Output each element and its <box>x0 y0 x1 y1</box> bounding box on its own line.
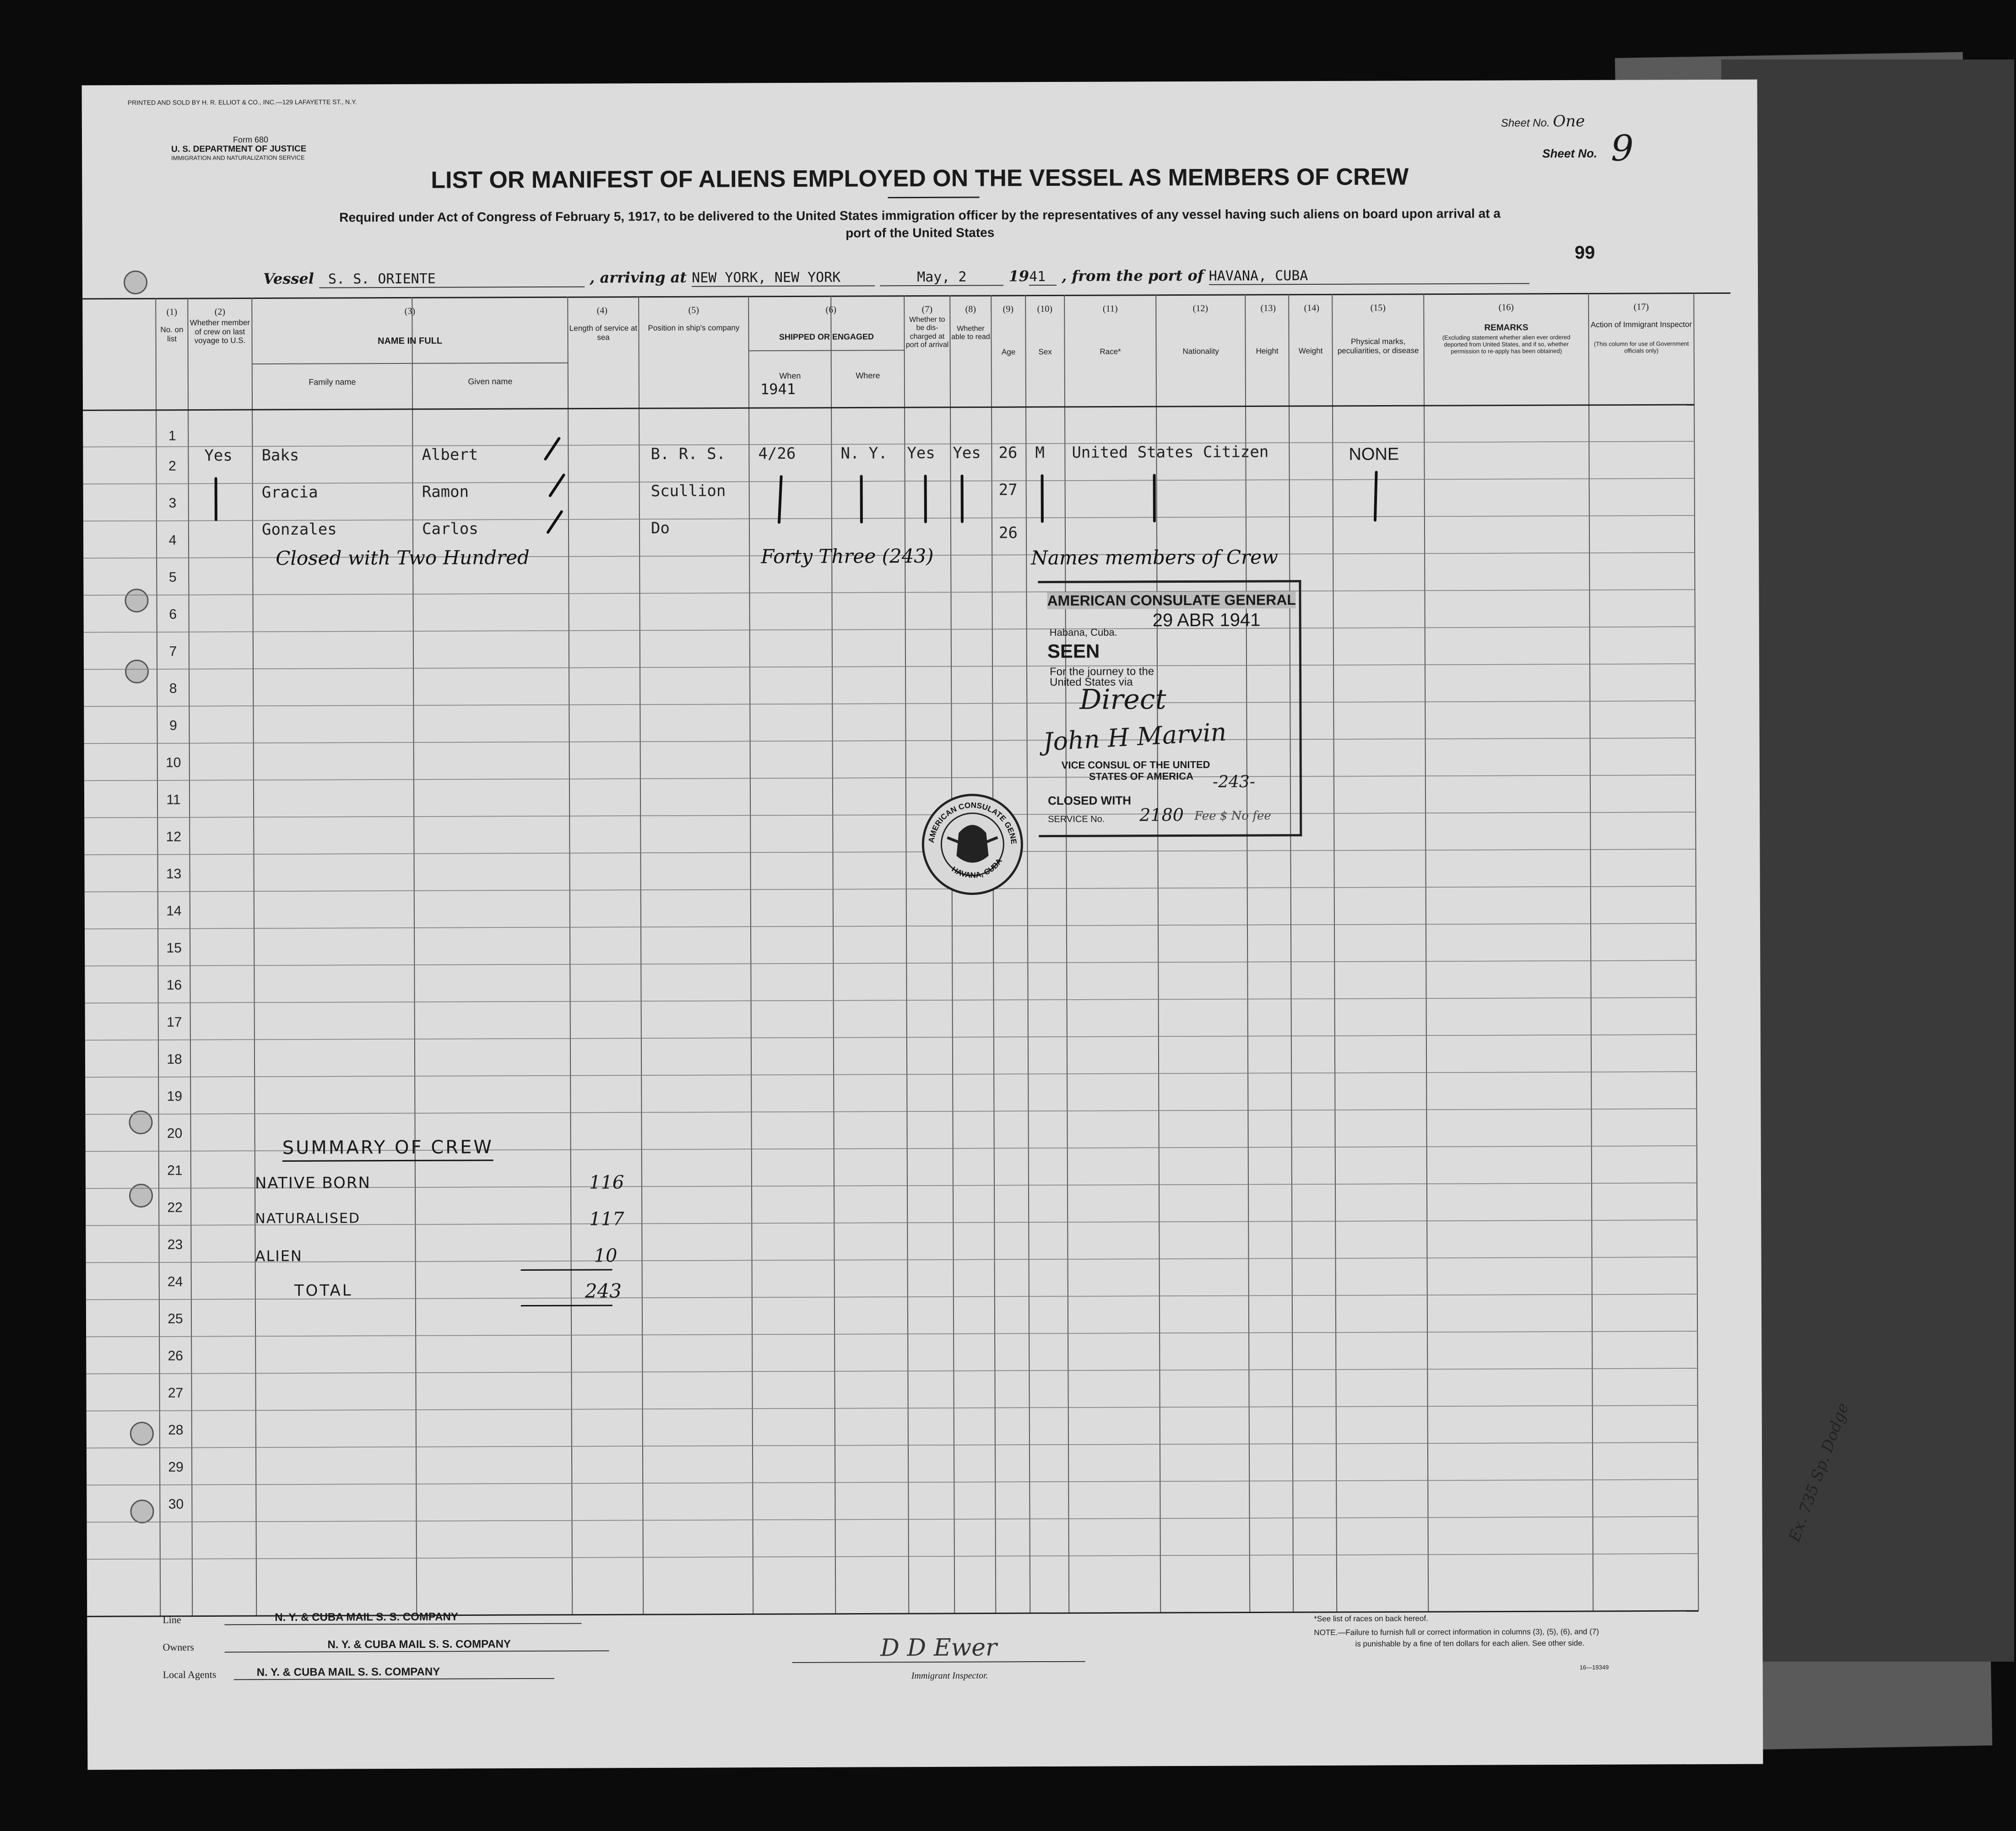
ditto-marks <box>83 428 1731 553</box>
seal-bottom-text: HAVANA, CUBA <box>950 856 1004 880</box>
form-code: 16—19349 <box>1579 1663 1609 1671</box>
vessel-label: Vessel <box>263 270 314 288</box>
row-number: 27 <box>168 1385 184 1401</box>
department: U. S. DEPARTMENT OF JUSTICE <box>171 144 307 154</box>
row-number: 3 <box>168 495 177 511</box>
cell-age: 26 <box>998 444 1018 462</box>
stamp-consulate: AMERICAN CONSULATE GENERAL <box>1047 591 1296 609</box>
year-suffix: 41 <box>1029 269 1057 286</box>
stamp-service-number: 2180 <box>1139 805 1184 825</box>
arriving-label: , arriving at <box>590 268 687 287</box>
cell-discharged: Yes <box>907 444 935 463</box>
closing-note-part2: Forty Three (243) <box>761 544 934 568</box>
cell-given-name: Albert <box>422 445 478 464</box>
sheet-number: 9 <box>1610 128 1634 169</box>
col-num: (17) <box>1633 302 1649 312</box>
cell-given-name: Carlos <box>422 520 478 538</box>
stamp-vice-consul: VICE CONSUL OF THE UNITED <box>1061 758 1210 771</box>
upper-sheet-label: Sheet No. One <box>1501 112 1585 131</box>
cell-race-nationality: United States Citizen <box>1072 443 1269 462</box>
col-note: (Excluding statement whether alien ever ordered deported from United States, and if so, whether permission to re-apply has been obtained) <box>1442 334 1571 355</box>
back-page-shadow <box>1721 60 2014 1662</box>
col-header: SHIPPED OR ENGAGED <box>779 332 874 342</box>
stamp-service-label: SERVICE No. <box>1048 814 1105 825</box>
summary-value-alien: 10 <box>594 1245 618 1267</box>
col-subheader: Where <box>856 371 880 380</box>
margin-note: Ex. 735 Sp. Dodge <box>1785 1400 1853 1544</box>
col-num: (1) <box>166 307 178 317</box>
cell-position: B. R. S. <box>650 444 726 464</box>
col-header: Sex <box>1038 347 1052 357</box>
col-num: (4) <box>596 305 608 316</box>
seal-emblem <box>920 791 1025 897</box>
cell-family-name: Gonzales <box>261 520 337 539</box>
row-number: 10 <box>166 755 181 770</box>
row-number: 14 <box>166 903 182 919</box>
summary-value-native: 116 <box>589 1172 624 1193</box>
col-header: Race* <box>1100 347 1121 356</box>
row-number: 12 <box>166 829 182 845</box>
col-subheader: Given name <box>468 377 513 386</box>
col-num: (3) <box>404 306 416 316</box>
row-number: 2 <box>168 458 176 474</box>
sheet-number-label: Sheet No. <box>1542 146 1598 161</box>
row-number: 9 <box>169 718 177 733</box>
col-header: Age <box>1001 347 1016 357</box>
cell-given-name: Ramon <box>422 482 469 501</box>
col-header: Action of Immigrant Inspector <box>1590 320 1692 329</box>
col-num: (6) <box>825 304 837 315</box>
row-number: 23 <box>167 1237 183 1252</box>
col-num: (15) <box>1370 303 1386 313</box>
col-header: REMARKS <box>1484 323 1528 333</box>
stamp-seen: SEEN <box>1047 640 1100 662</box>
when-year: 1941 <box>760 380 796 398</box>
vice-consul-signature: John H Marvin <box>1042 717 1228 757</box>
row-number: 28 <box>168 1422 184 1438</box>
row-number: 21 <box>167 1163 183 1178</box>
inspector-signature: D D Ewer <box>792 1634 1085 1663</box>
row-number: 24 <box>167 1274 183 1289</box>
footer-agents-label: Local Agents <box>163 1668 217 1680</box>
closing-note-part3: Names members of Crew <box>1031 546 1279 569</box>
cell-physical-marks: NONE <box>1349 444 1399 464</box>
summary-total-label: TOTAL <box>294 1281 353 1300</box>
col-num: (12) <box>1192 303 1208 314</box>
col-num: (7) <box>921 304 933 314</box>
title-rule <box>888 197 979 199</box>
cell-age: 27 <box>998 481 1018 499</box>
col-header: No. on list <box>160 325 184 343</box>
crew-summary <box>250 1136 690 1321</box>
stamp-journey: For the journey to the <box>1050 665 1154 678</box>
stamp-closed-with-value: -243- <box>1212 772 1256 791</box>
col-note: (This column for use of Government officials only) <box>1593 340 1689 354</box>
col-header: Length of service at sea <box>569 324 638 342</box>
cell-shipped-when: 4/26 <box>758 444 796 463</box>
vessel-name: S. S. ORIENTE <box>319 271 585 288</box>
subtitle-line2: port of the United States <box>845 225 995 240</box>
row-number: 1 <box>168 428 176 444</box>
row-number: 11 <box>166 792 181 807</box>
cell-shipped-where: N. Y. <box>840 444 888 463</box>
col-header: Whether to be dis-charged at port of arrival <box>905 315 949 349</box>
row-number: 15 <box>166 940 182 956</box>
form-number: Form 680 <box>233 135 269 145</box>
cell-able-to-read: Yes <box>953 444 981 462</box>
col-num: (2) <box>214 307 226 317</box>
summary-label-native: NATIVE BORN <box>255 1174 371 1193</box>
arriving-place: NEW YORK, NEW YORK <box>692 269 875 287</box>
row-number: 7 <box>169 644 177 659</box>
row-number: 8 <box>169 681 177 696</box>
row-number: 13 <box>166 866 182 882</box>
seal-outer-text: AMERICAN CONSULATE GENERAL <box>927 801 1019 845</box>
col-subheader: Family name <box>309 377 356 387</box>
cell-position: Scullion <box>650 482 726 501</box>
arrival-date: May, 2 <box>880 269 1003 286</box>
row-number: 5 <box>168 569 177 585</box>
consulate-stamp <box>1033 580 1304 837</box>
footer-line-value: N. Y. & CUBA MAIL S. S. COMPANY <box>224 1610 581 1625</box>
cell-sex: M <box>1035 444 1045 462</box>
footer-owners-label: Owners <box>163 1641 194 1653</box>
row-number: 16 <box>166 977 182 993</box>
col-header: Physical marks, peculiarities, or disease <box>1337 337 1419 355</box>
stamp-date: 29 ABR 1941 <box>1152 610 1261 631</box>
printer-line: PRINTED AND SOLD BY H. R. ELLIOT & CO., INC.—129 LAFAYETTE ST., N.Y. <box>127 98 357 107</box>
page-number: 99 <box>1574 242 1595 263</box>
cell-crew-last-voyage: Yes <box>204 446 233 465</box>
summary-total-rule <box>521 1269 612 1271</box>
summary-total-value: 243 <box>585 1279 622 1302</box>
col-subheader: When <box>779 371 801 381</box>
row-number: 4 <box>168 532 177 548</box>
summary-value-naturalised: 117 <box>589 1208 624 1230</box>
from-port: HAVANA, CUBA <box>1209 267 1529 285</box>
col-header: Position in ship's company <box>648 323 740 333</box>
col-num: (11) <box>1102 303 1118 314</box>
cell-family-name: Baks <box>261 446 299 465</box>
col-header: NAME IN FULL <box>377 336 443 347</box>
col-header: Nationality <box>1182 347 1219 356</box>
inspector-label: Immigrant Inspector. <box>911 1670 988 1681</box>
row-number: 25 <box>168 1311 183 1327</box>
summary-label-naturalised: NATURALISED <box>255 1210 361 1227</box>
stamp-city: Habana, Cuba. <box>1049 626 1117 639</box>
consulate-seal <box>920 791 1025 897</box>
service-name: IMMIGRATION AND NATURALIZATION SERVICE <box>171 154 305 162</box>
stamp-closed-with-label: CLOSED WITH <box>1048 793 1132 808</box>
col-header: Weight <box>1298 346 1323 356</box>
summary-label-alien: ALIEN <box>255 1247 303 1265</box>
cell-family-name: Gracia <box>261 483 318 502</box>
row-number: 19 <box>167 1089 183 1104</box>
col-num: (13) <box>1260 303 1276 314</box>
punch-hole <box>124 271 147 294</box>
row-number: 20 <box>167 1126 183 1141</box>
row-number: 30 <box>168 1496 184 1512</box>
col-header: Whether able to read <box>951 325 990 341</box>
col-num: (5) <box>688 305 699 315</box>
row-number: 26 <box>168 1348 184 1364</box>
cell-position: Do <box>650 519 670 538</box>
col-num: (16) <box>1498 302 1514 313</box>
penalty-note-line2: is punishable by a fine of ten dollars for each alien. See other side. <box>1355 1638 1585 1648</box>
manifest-sheet <box>82 80 1763 1770</box>
row-number: 17 <box>166 1014 182 1030</box>
stamp-fees: Fee $ No fee <box>1194 809 1271 823</box>
stamp-us-via: United States via <box>1050 676 1133 689</box>
col-num: (14) <box>1304 303 1319 314</box>
row-number: 29 <box>168 1459 184 1475</box>
stamp-route: Direct <box>1079 683 1166 716</box>
summary-title: SUMMARY OF CREW <box>282 1137 493 1162</box>
col-header: Height <box>1256 347 1279 356</box>
closing-note-part1: Closed with Two Hundred <box>276 546 530 569</box>
subtitle-line1: Required under Act of Congress of February 5, 1917, to be delivered to the United States immigration officer by the representatives of any vessel having such aliens on board upon arrival at a <box>339 206 1501 225</box>
races-note: *See list of races on back hereof. <box>1314 1614 1428 1624</box>
stamp-usa: STATES OF AMERICA <box>1089 770 1194 782</box>
year-prefix: 19 <box>1008 267 1030 285</box>
footer-agents-value: N. Y. & CUBA MAIL S. S. COMPANY <box>234 1665 554 1680</box>
page-title: LIST OR MANIFEST OF ALIENS EMPLOYED ON THE VESSEL AS MEMBERS OF CREW <box>431 163 1409 194</box>
col-header: Whether member of crew on last voyage to U.S. <box>190 318 250 345</box>
footer-line-label: Line <box>163 1614 181 1625</box>
col-num: (9) <box>1003 304 1014 314</box>
row-number: 22 <box>167 1200 183 1215</box>
from-label: , from the port of <box>1062 266 1204 285</box>
vessel-line <box>263 265 1529 288</box>
footer-owners-value: N. Y. & CUBA MAIL S. S. COMPANY <box>224 1637 609 1652</box>
summary-total-underline <box>521 1305 612 1306</box>
row-number: 18 <box>167 1051 182 1067</box>
col-num: (8) <box>965 304 976 314</box>
penalty-note-line1: NOTE.—Failure to furnish full or correct information in columns (3), (5), (6), and (7) <box>1314 1627 1599 1637</box>
col-num: (10) <box>1037 304 1053 314</box>
cell-age: 26 <box>998 524 1018 542</box>
row-number: 6 <box>169 607 177 622</box>
